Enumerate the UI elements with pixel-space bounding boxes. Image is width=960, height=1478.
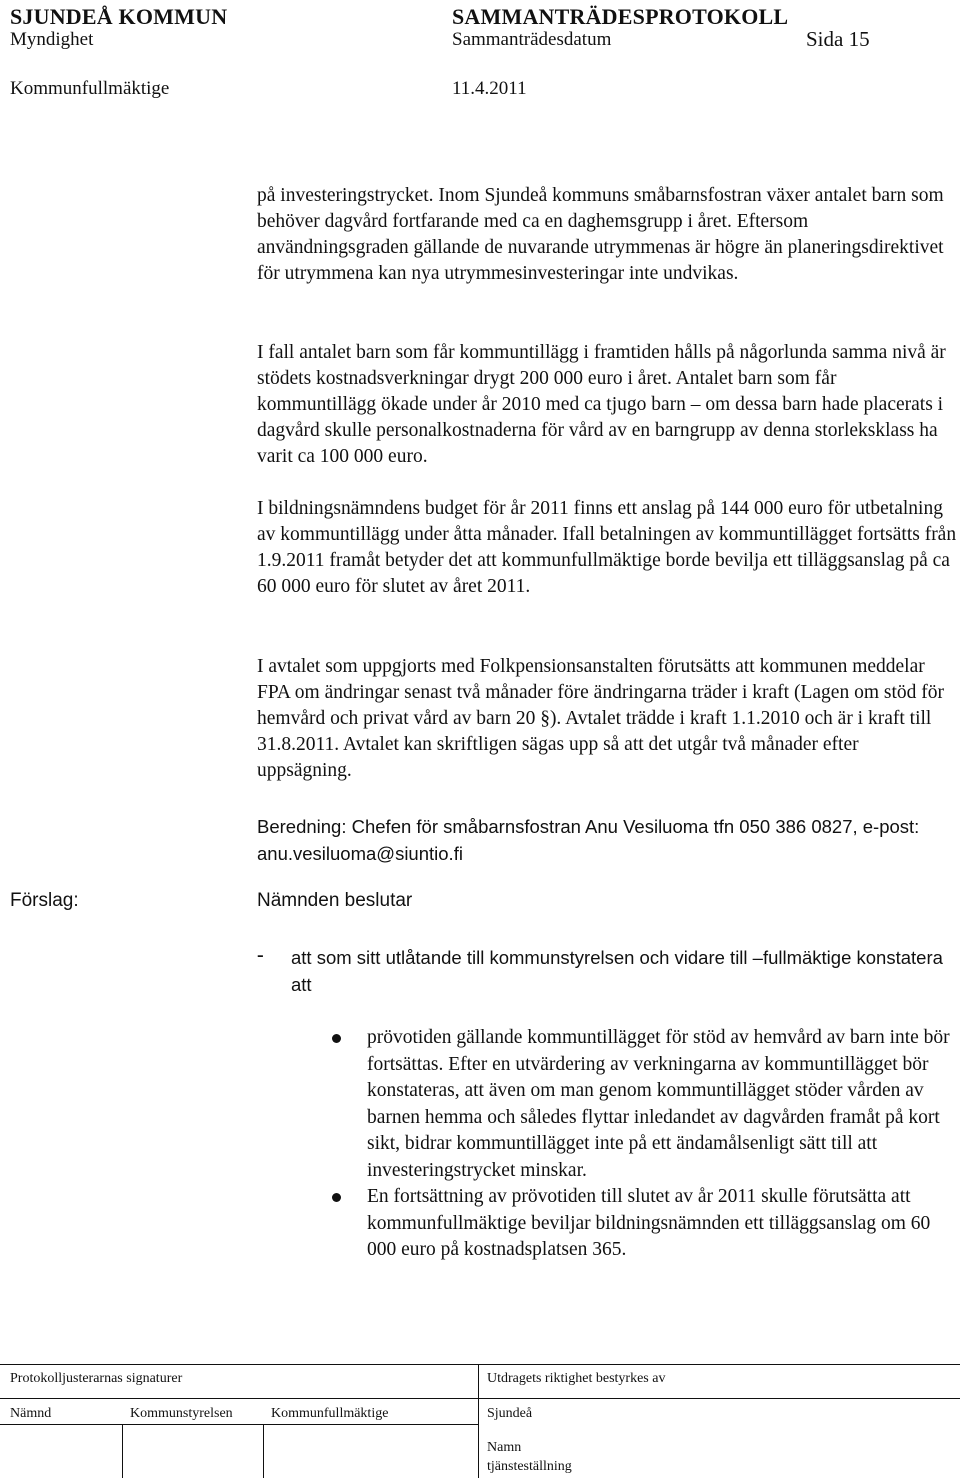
page-number: Sida 15 <box>806 27 870 51</box>
beredning-text: Beredning: Chefen för småbarnsfostran Anu Vesiluoma tfn 050 386 0827, e-post: anu.vesiluoma@siuntio.fi <box>257 816 920 864</box>
footer-mid-rule <box>0 1398 960 1399</box>
certification-label: Utdragets riktighet bestyrkes av <box>487 1371 666 1386</box>
footer-col-namnd: Nämnd <box>10 1406 52 1421</box>
paragraph-1: på investeringstrycket. Inom Sjundeå kommuns småbarnsfostran växer antalet barn som behöver dagvård fortfarande med ca en daghemsgrupp i året. Eftersom användningsgraden gällande de nuvarande utrymmenas är högre än planeringsdirektivet för utrymmena kan nya utrymmesinvesteringar inte undvikas. <box>257 185 944 284</box>
footer-col-divider-1 <box>122 1424 123 1478</box>
footer-col-kf: Kommunfullmäktige <box>271 1406 389 1421</box>
paragraph-3: I bildningsnämndens budget för år 2011 finns ett anslag på 144 000 euro för utbetalning av kommuntillägg under åtta månader. Ifall betalningen av kommuntillägget fortsätts från 1.9.2011 framåt betyder det att kommunfullmäktige borde bevilja ett tilläggsanslag på ca 60 000 euro för slutet av året 2011. <box>257 498 957 597</box>
bullet-list <box>367 1025 952 1264</box>
footer-place: Sjundeå <box>487 1406 533 1421</box>
footer-top-rule <box>0 1364 960 1365</box>
footer-sig-rule <box>0 1424 478 1425</box>
paragraph-2: I fall antalet barn som får kommuntillägg i framtiden hålls på någorlunda samma nivå är stödets kostnadsverkningar drygt 200 000 euro i året. Antalet barn som får kommuntillägg ökade under år 2010 med ca tjugo barn – om dessa barn hade placerats i dagvård skulle personalkostnaderna för vård av en barngrupp av denna storleksklass ha varit ca 100 000 euro. <box>257 342 946 467</box>
bullet-icon <box>332 1034 341 1043</box>
paragraph-4: I avtalet som uppgjorts med Folkpensionsanstalten förutsätts att kommunen meddelar FPA om ändringar senast två månader före ändringarna träder i kraft (Lagen om stöd för hemvård och privat vård av barn 20 §). Avtalet trädde i kraft 1.1.2010 och är i kraft till 31.8.2011. Avtalet kan skriftligen sägas upp så att det utgår två månader efter uppsägning. <box>257 656 944 781</box>
footer-title-label: tjänsteställning <box>487 1459 572 1474</box>
dash-marker: - <box>257 944 264 966</box>
authority-name: Kommunfullmäktige <box>10 78 170 99</box>
doc-type: SAMMANTRÄDESPROTOKOLL <box>452 4 789 29</box>
footer-name-label: Namn <box>487 1440 522 1455</box>
dash-item: att som sitt utlåtande till kommunstyrelsen och vidare till –fullmäktige konstatera att <box>291 947 943 995</box>
footer-divider <box>478 1364 479 1478</box>
list-item: En fortsättning av prövotiden till slutet av år 2011 skulle förutsätta att kommunfullmäktige beviljar bildningsnämnden ett tilläggsanslag om 60 000 euro på kostnadsplatsen 365. <box>367 1184 952 1264</box>
signatures-label: Protokolljusterarnas signaturer <box>10 1371 183 1386</box>
footer-col-divider-2 <box>263 1424 264 1478</box>
meeting-date-label: Sammanträdesdatum <box>452 29 612 50</box>
list-item: prövotiden gällande kommuntillägget för stöd av hemvård av barn inte bör fortsättas. Efter en utvärdering av verkningarna av kommuntillägget bör konstateras, att även om man genom kommuntillägget stöder vården av barnen hemma och således flyttar inledandet av dagvården framåt på kort sikt, bidrar kommuntillägget inte på ett ändamålsenligt sätt till att investeringstrycket minskar. <box>367 1025 952 1184</box>
meeting-date: 11.4.2011 <box>452 78 527 99</box>
org-name: SJUNDEÅ KOMMUN <box>10 4 228 29</box>
footer-col-ks: Kommunstyrelsen <box>130 1406 233 1421</box>
bullet-icon <box>332 1193 341 1202</box>
decision-intro: Nämnden beslutar <box>257 890 413 911</box>
forslag-label: Förslag: <box>10 890 79 911</box>
authority-label: Myndighet <box>10 29 94 50</box>
